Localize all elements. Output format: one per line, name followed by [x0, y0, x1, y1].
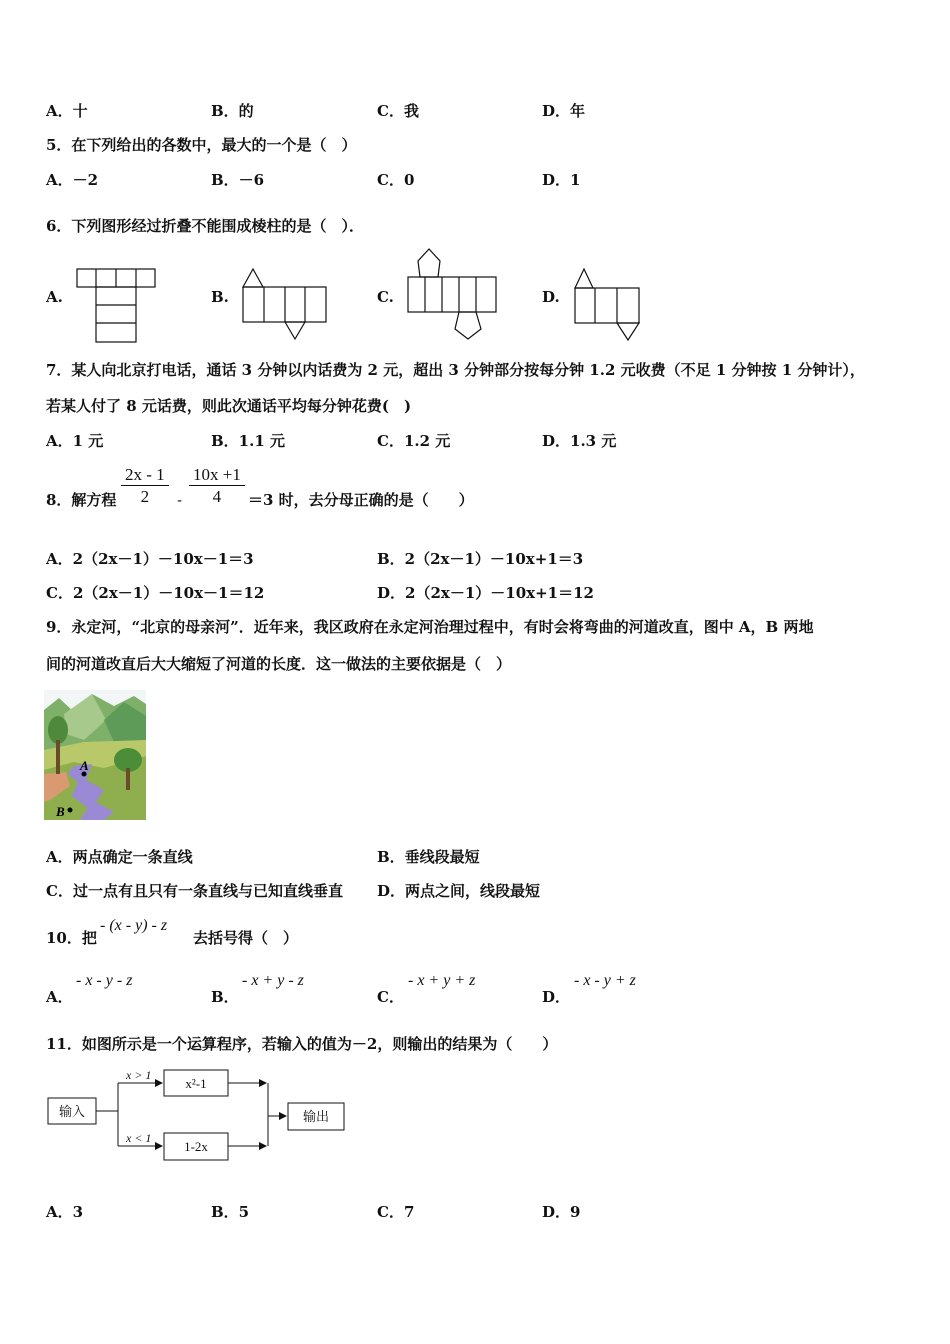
q9-option-a: A．两点确定一条直线: [46, 848, 193, 866]
q10-option-c-letter: C．: [377, 988, 404, 1006]
q4-option-a: A．十: [46, 102, 88, 120]
q6-stem: 6．下列图形经过折叠不能围成棱柱的是（ ）．: [46, 217, 364, 235]
q9-option-c: C．过一点有且只有一条直线与已知直线垂直: [46, 882, 343, 900]
q11-option-d: D．9: [542, 1203, 581, 1221]
q8-minus-sign: -: [177, 491, 183, 509]
q5-option-c: C．0: [377, 171, 415, 189]
q10-option-b-expr: - x + y - z: [242, 972, 304, 989]
q8-option-d: D．2（2x－1）－10x+1＝12: [377, 584, 594, 602]
q10-option-d-expr: - x - y + z: [574, 972, 636, 989]
q9-point-a-label: A: [80, 758, 89, 773]
q10-option-a-letter: A．: [46, 988, 73, 1006]
q11-bottom-formula: 1-2x: [184, 1139, 208, 1154]
q7-option-b: B．1.1 元: [211, 432, 285, 450]
q8-fraction-1: [121, 465, 169, 508]
q11-option-c: C．7: [377, 1203, 415, 1221]
q5-option-b: B．－6: [211, 171, 265, 189]
q4-option-c: C．我: [377, 102, 419, 120]
q7-stem-line2: 若某人付了 8 元话费，则此次通话平均每分钟花费( ): [46, 397, 412, 415]
q8-fraction-1-numerator: 2x - 1: [121, 465, 169, 486]
q11-condition-top: x > 1: [126, 1068, 152, 1082]
q11-option-b: B．5: [211, 1203, 250, 1221]
q5-option-d: D．1: [542, 171, 581, 189]
q6-option-b: B.: [211, 288, 229, 306]
q11-stem: 11．如图所示是一个运算程序，若输入的值为－2，则输出的结果为（ ）: [46, 1035, 558, 1053]
q9-stem-line2: 间的河道改直后大大缩短了河道的长度．这一做法的主要依据是（ ）: [46, 655, 512, 673]
q11-output-label: 输出: [302, 1110, 330, 1125]
q9-point-b-label: B: [56, 804, 65, 819]
q8-fraction-2-denominator: 4: [212, 487, 222, 506]
q8-stem-suffix: ＝3 时，去分母正确的是（ ）: [248, 491, 474, 509]
q6-net-d-figure: [573, 267, 643, 343]
q10-option-c-expr: - x + y + z: [408, 972, 476, 989]
q8-fraction-2: [189, 465, 245, 508]
q10-option-b-letter: B．: [211, 988, 239, 1006]
q6-net-a-figure: [76, 268, 158, 344]
q6-net-b-figure: [241, 267, 329, 341]
q6-option-d: D.: [542, 288, 560, 306]
q8-option-a: A．2（2x－1）－10x－1＝3: [46, 550, 254, 568]
q8-option-b: B．2（2x－1）－10x+1＝3: [377, 550, 584, 568]
q11-top-formula: x²-1: [185, 1076, 207, 1091]
q7-option-d: D．1.3 元: [542, 432, 617, 450]
q8-stem-prefix: 8．解方程: [46, 491, 117, 509]
q6-option-c: C.: [377, 288, 394, 306]
q9-stem-line1: 9．永定河，“北京的母亲河”．近年来，我区政府在永定河治理过程中，有时会将弯曲的河道改直，图中 A，B 两地: [46, 618, 814, 636]
q9-river-illustration: [44, 690, 146, 820]
q11-option-a: A．3: [46, 1203, 84, 1221]
q10-expression: - (x - y) - z: [100, 917, 168, 934]
q9-option-d: D．两点之间，线段最短: [377, 882, 541, 900]
q8-option-c: C．2（2x－1）－10x－1＝12: [46, 584, 265, 602]
q10-option-d-letter: D．: [542, 988, 571, 1006]
q10-option-a-expr: - x - y - z: [76, 972, 133, 989]
q11-flowchart: [46, 1066, 356, 1166]
q10-stem-suffix: 去括号得（ ）: [193, 929, 299, 947]
q7-option-a: A．1 元: [46, 432, 104, 450]
q5-option-a: A．－2: [46, 171, 99, 189]
q8-fraction-1-denominator: 2: [140, 487, 150, 506]
q7-option-c: C．1.2 元: [377, 432, 451, 450]
q11-condition-bottom: x < 1: [126, 1131, 152, 1145]
q6-net-c-figure: [406, 247, 498, 343]
q5-stem: 5．在下列给出的各数中，最大的一个是（ ）: [46, 136, 357, 154]
q4-option-b: B．的: [211, 102, 254, 120]
q11-input-label: 输入: [58, 1105, 86, 1120]
q9-option-b: B．垂线段最短: [377, 848, 480, 866]
q10-stem-prefix: 10．把: [46, 929, 97, 947]
q4-option-d: D．年: [542, 102, 586, 120]
q6-option-a: A.: [46, 288, 63, 306]
q7-stem-line1: 7．某人向北京打电话，通话 3 分钟以内话费为 2 元，超出 3 分钟部分按每分钟 1.2 元收费（不足 1 分钟按 1 分钟计），: [46, 361, 865, 379]
q8-fraction-2-numerator: 10x +1: [189, 465, 245, 486]
